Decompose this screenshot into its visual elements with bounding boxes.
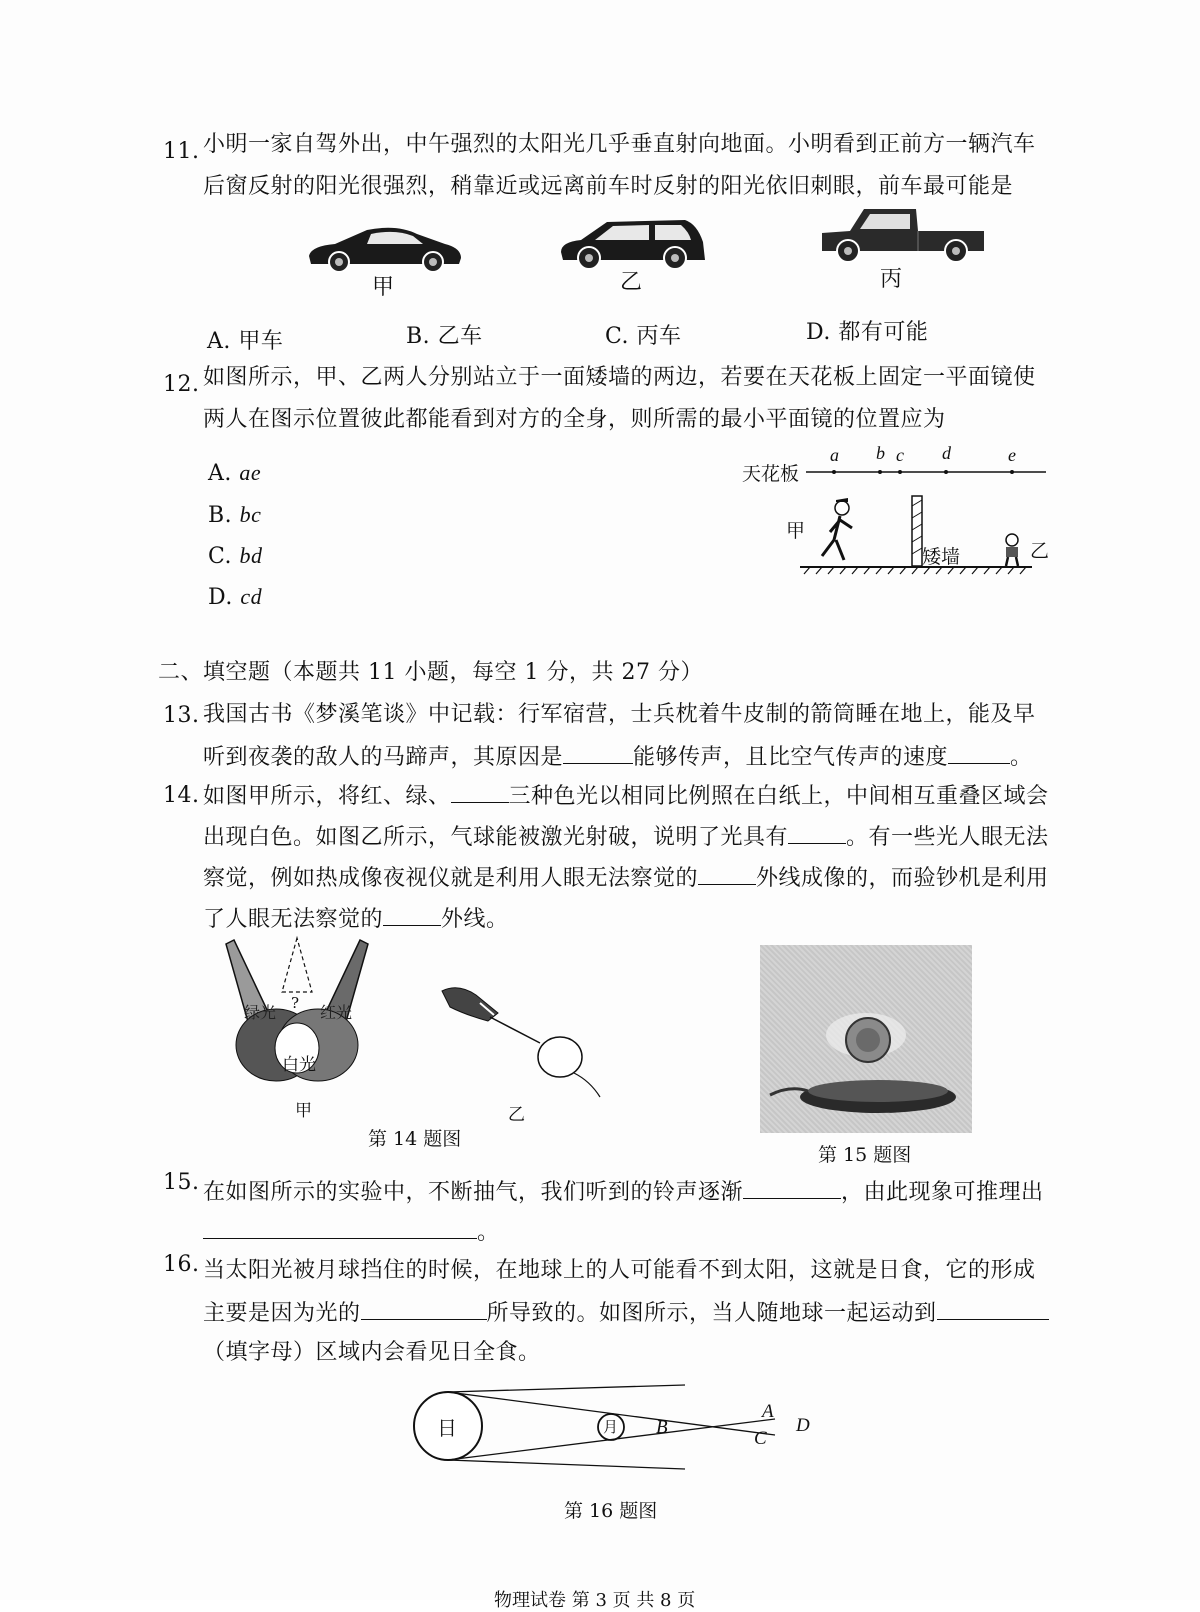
car-label-bing: 丙 — [880, 267, 903, 292]
section-2-title: 二、填空题（本题共 11 小题，每空 1 分，共 27 分） — [158, 660, 703, 685]
sun-label: 日 — [437, 1416, 457, 1440]
region-a-label: A — [762, 1401, 774, 1422]
q12-option-d[interactable]: D. cd — [208, 584, 263, 610]
q12-line-2: 两人在图示位置彼此都能看到对方的全身，则所需的最小平面镜的位置应为 — [203, 407, 946, 432]
car-label-jia: 甲 — [372, 275, 395, 300]
q13-line-2: 听到夜袭的敌人的马蹄声，其原因是 能够传声，且比空气传声的速度 。 — [203, 741, 1033, 773]
region-d-label: D — [796, 1415, 810, 1436]
wall-label: 矮墙 — [922, 546, 961, 568]
ceiling-label: 天花板 — [742, 463, 800, 485]
person-yi-label: 乙 — [1030, 540, 1050, 562]
q15-blank-2[interactable] — [203, 1216, 477, 1239]
q14-line-2: 出现白色。如图乙所示，气球能被激光射破，说明了光具有 。有一些光人眼无法 — [203, 821, 1049, 853]
car-jia-image — [305, 222, 465, 274]
q12-option-c[interactable]: C. bd — [208, 543, 263, 569]
q14-line-1: 如图甲所示，将红、绿、 三种色光以相同比例照在白纸上，中间相互重叠区域会 — [203, 780, 1049, 812]
q12-number: 12. — [163, 372, 200, 397]
q14-blank-1[interactable] — [451, 780, 509, 803]
q14-number: 14. — [163, 783, 200, 808]
point-a-label: a — [830, 445, 839, 465]
q13-number: 13. — [163, 703, 200, 728]
person-jia-label: 甲 — [786, 520, 806, 542]
car-bing-image — [820, 205, 988, 265]
page-footer: 物理试卷 第 3 页 共 8 页 — [494, 1590, 696, 1611]
bell-jar-photo — [760, 945, 972, 1133]
fig-14-yi-label: 乙 — [508, 1105, 525, 1125]
q13-line-1: 我国古书《梦溪笔谈》中记载：行军宿营，士兵枕着牛皮制的箭筒睡在地上，能及早 — [203, 702, 1036, 727]
fig-14-jia-label: 甲 — [295, 1101, 312, 1121]
point-b-label: b — [876, 443, 885, 463]
fig-16-caption: 第 16 题图 — [564, 1500, 658, 1522]
q16-number: 16. — [163, 1252, 200, 1277]
car-yi-image — [557, 212, 709, 272]
question-mark: ? — [291, 994, 300, 1012]
q15-blank-1[interactable] — [743, 1176, 841, 1199]
q13-blank-2[interactable] — [948, 741, 1010, 764]
point-d-label: d — [942, 443, 951, 463]
q15-number: 15. — [163, 1170, 200, 1195]
q12-option-a[interactable]: A. ae — [208, 460, 262, 486]
q11-option-b[interactable]: B. 乙车 — [406, 324, 483, 349]
moon-label: 月 — [603, 1418, 619, 1436]
q11-number: 11. — [163, 139, 200, 164]
laser-balloon-figure — [440, 985, 610, 1105]
q14-blank-4[interactable] — [383, 903, 441, 926]
region-c-label: C — [754, 1428, 767, 1449]
q16-blank-1[interactable] — [361, 1297, 487, 1320]
q11-line-1: 小明一家自驾外出，中午强烈的太阳光几乎垂直射向地面。小明看到正前方一辆汽车 — [203, 132, 1036, 157]
q11-option-a[interactable]: A. 甲车 — [207, 329, 284, 354]
q15-line-2: 。 — [203, 1216, 500, 1248]
fig-14-caption: 第 14 题图 — [368, 1128, 462, 1150]
q11-option-d[interactable]: D. 都有可能 — [806, 320, 929, 345]
q16-line-3: （填字母）区域内会看见日全食。 — [203, 1340, 541, 1365]
point-e-label: e — [1008, 445, 1016, 465]
q12-line-1: 如图所示，甲、乙两人分别站立于一面矮墙的两边，若要在天花板上固定一平面镜使 — [203, 365, 1036, 390]
q16-blank-2[interactable] — [937, 1297, 1049, 1320]
green-light-label: 绿光 — [244, 1003, 277, 1022]
q11-line-2: 后窗反射的阳光很强烈，稍靠近或远离前车时反射的阳光依旧刺眼，前车最可能是 — [203, 174, 1014, 199]
q14-line-3: 察觉，例如热成像夜视仪就是利用人眼无法察觉的 外线成像的，而验钞机是利用 — [203, 862, 1049, 894]
q11-option-c[interactable]: C. 丙车 — [605, 324, 682, 349]
q15-line-1: 在如图所示的实验中，不断抽气，我们听到的铃声逐渐 ，由此现象可推理出 — [203, 1176, 1044, 1208]
q12-option-b[interactable]: B. bc — [208, 502, 262, 528]
q13-blank-1[interactable] — [563, 741, 633, 764]
car-label-yi: 乙 — [620, 270, 643, 295]
q14-blank-3[interactable] — [698, 862, 756, 885]
q14-blank-2[interactable] — [788, 821, 846, 844]
point-c-label: c — [896, 445, 904, 465]
q16-line-2: 主要是因为光的 所导致的。如图所示，当人随地球一起运动到 — [203, 1297, 1049, 1329]
region-b-label: B — [656, 1417, 668, 1438]
red-light-label: 红光 — [320, 1003, 353, 1022]
q14-line-4: 了人眼无法察觉的 外线。 — [203, 903, 509, 935]
q16-line-1: 当太阳光被月球挡住的时候，在地球上的人可能看不到太阳，这就是日食，它的形成 — [203, 1258, 1036, 1283]
fig-15-caption: 第 15 题图 — [818, 1144, 912, 1166]
white-light-label: 白光 — [282, 1055, 316, 1075]
